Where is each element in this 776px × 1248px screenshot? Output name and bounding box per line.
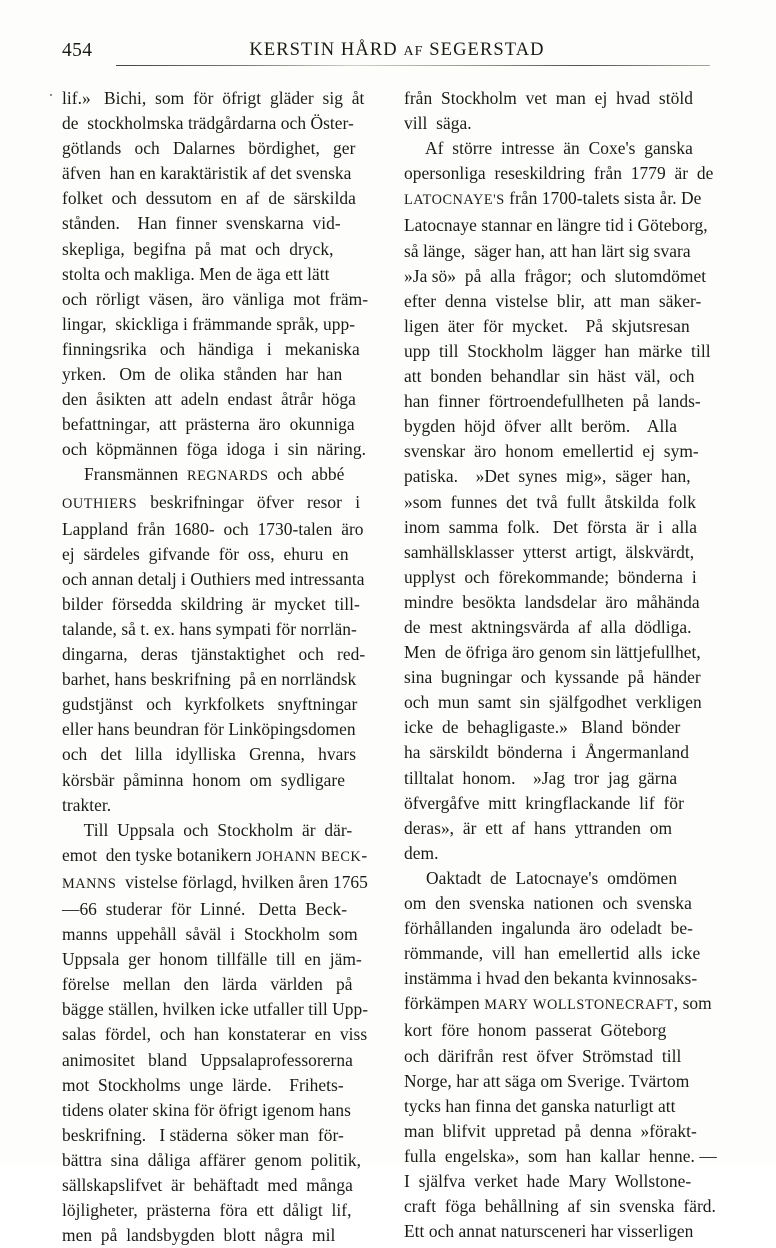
text-line: ha särskildt bönderna i Ångermanland	[404, 742, 690, 763]
text-line: MANNS vistelse förlagd, hvilken åren 1765	[62, 871, 368, 892]
text-line: stolta och makliga. Men de äga ett lätt	[62, 263, 330, 284]
text-line: fulla engelska», som han kallar henne. —	[404, 1145, 717, 1166]
text-line: upp till Stockholm lägger han märke till	[404, 340, 711, 361]
text-line: deras», är ett af hans yttranden om	[404, 817, 673, 838]
text-line: om den svenska nationen och svenska	[404, 893, 692, 913]
text-line: talande, så t. ex. hans sympati för norrlän-	[62, 618, 357, 639]
page-number: 454	[62, 40, 93, 61]
text-line: bilder försedda skildring är mycket till-	[62, 593, 360, 614]
text-line: folket och dessutom en af de särskilda	[62, 188, 356, 209]
text-line: så länge, säger han, att han lärt sig svara	[404, 240, 691, 261]
text-line: de mest aktningsvärda af alla dödliga.	[404, 616, 692, 637]
running-title	[62, 40, 714, 61]
text-line: finningsrika och händiga i mekaniska	[62, 338, 360, 359]
text-line: Till Uppsala och Stockholm är där-	[62, 819, 353, 840]
text-line: barhet, hans beskrifning på en norrländsk	[62, 669, 357, 690]
text-line: mot Stockholms unge lärde. Frihets-	[62, 1074, 344, 1095]
text-columns	[62, 86, 718, 1248]
text-line: äfven han en karaktäristik af det svenska	[62, 163, 352, 184]
text-line: götlands och Dalarnes bördighet, ger	[62, 138, 356, 159]
text-line: tilltalat honom. »Jag tror jag gärna	[404, 767, 678, 788]
running-title-main: KERSTIN HÅRD	[249, 40, 398, 60]
text-line: kort före honom passerat Göteborg	[404, 1020, 667, 1041]
text-line: öfvergåfve mitt kringflackande lif för	[404, 792, 684, 813]
text-line: och annan detalj i Outhiers med intressanta	[62, 568, 365, 589]
text-line: skepliga, begifna på mat och dryck,	[62, 238, 334, 259]
running-title-tail: SEGERSTAD	[429, 40, 545, 60]
text-line: Uppsala ger honom tillfälle till en jäm-	[62, 949, 362, 970]
text-line: salas fördel, och han konstaterar en viss	[62, 1024, 368, 1045]
text-line: Lappland från 1680- och 1730-talen äro	[62, 518, 364, 539]
text-line: eller hans beundran för Linköpingsdomen	[62, 719, 356, 740]
text-line: dem.	[404, 842, 439, 863]
text-line: svenskar äro honom emellertid ej sym-	[404, 441, 699, 462]
text-line: att bonden behandlar sin häst väl, och	[404, 366, 695, 387]
text-line: animositet bland Uppsalaprofessorerna	[62, 1049, 353, 1070]
text-line: men på landsbygden blott några mil	[62, 1225, 336, 1246]
text-line: gudstjänst och kyrkfolkets snyftningar	[62, 694, 358, 715]
text-line: patiska. »Det synes mig», säger han,	[404, 466, 691, 487]
text-line: OUTHIERS beskrifningar öfver resor i	[62, 491, 361, 512]
text-line: man blifvit uppretad på denna »förakt-	[404, 1120, 697, 1141]
text-line: Oaktadt de Latocnaye's omdömen	[404, 867, 678, 888]
column-left	[62, 86, 376, 1248]
text-line: tycks han finna det ganska naturligt att	[404, 1095, 676, 1116]
text-line: trakter.	[62, 794, 112, 815]
text-line: sina bugningar och kyssande på händer	[404, 667, 701, 688]
text-line: från Stockholm vet man ej hvad stöld	[404, 88, 693, 108]
column-right	[404, 86, 718, 1248]
text-line: befattningar, att prästerna äro okunniga	[62, 414, 355, 435]
text-line: och mun samt sin själfgodhet verkligen	[404, 692, 702, 713]
text-line: icke de behagligaste.» Bland bönder	[404, 717, 681, 738]
text-line: löjligheter, prästerna föra ett dåligt lif,	[62, 1200, 352, 1221]
text-line: LATOCNAYE'S från 1700-talets sista år. De	[404, 188, 702, 209]
text-line: »som funnes det två fullt åtskilda folk	[404, 491, 697, 512]
text-line: bättra sina dåliga affärer genom politik,	[62, 1149, 361, 1170]
running-title-af: AF	[403, 44, 424, 59]
text-line: bägge ställen, hvilken icke utfaller till Upp-	[62, 999, 369, 1020]
text-line: förkämpen MARY WOLLSTONECRAFT, som	[404, 993, 712, 1014]
text-line: lif.» Bichi, som för öfrigt gläder sig åt	[62, 88, 365, 108]
text-line: I själfva verket hade Mary Wollstone-	[404, 1171, 692, 1192]
text-line: och det lilla idylliska Grenna, hvars	[62, 744, 357, 765]
text-line: och därifrån rest öfver Strömstad till	[404, 1045, 682, 1066]
text-line: vill säga.	[404, 113, 472, 134]
text-line: förelse mellan den lärda världen på	[62, 974, 353, 995]
text-line: mindre besökta landsdelar äro måhända	[404, 591, 700, 612]
text-line: römmande, vill han emellertid alls icke	[404, 943, 701, 964]
text-line: efter denna vistelse blir, att man säker-	[404, 290, 702, 311]
text-line: emot den tyske botanikern JOHANN BECK-	[62, 844, 368, 865]
header-rule	[116, 65, 710, 66]
text-line: stånden. Han finner svenskarna vid-	[62, 213, 341, 234]
text-line: manns uppehåll såväl i Stockholm som	[62, 924, 358, 945]
text-line: körsbär påminna honom om sydligare	[62, 769, 345, 790]
text-line: Latocnaye stannar en längre tid i Göteborg,	[404, 215, 708, 236]
text-line: Fransmännen REGNARDS och abbé	[62, 464, 345, 485]
text-line: Af större intresse än Coxe's ganska	[404, 138, 693, 159]
text-line: instämma i hvad den bekanta kvinnosaks-	[404, 968, 698, 989]
text-line: opersonliga reseskildring från 1779 är de	[404, 163, 714, 184]
text-line: samhällsklasser ytterst artigt, älskvärdt,	[404, 541, 695, 562]
text-line: beskrifning. I städerna söker man för-	[62, 1124, 344, 1145]
running-head	[62, 30, 714, 64]
text-line: han finner förtroendefullheten på lands-	[404, 391, 701, 412]
text-line: Men de öfriga äro genom sin lättjefullhet,	[404, 642, 701, 663]
text-line: lingar, skickliga i främmande språk, upp-	[62, 313, 356, 334]
text-line: ligen äter för mycket. På skjutsresan	[404, 315, 690, 336]
text-line: och rörligt väsen, äro vänliga mot främ-	[62, 288, 369, 309]
text-line: —66 studerar för Linné. Detta Beck-	[62, 899, 348, 919]
text-line: yrken. Om de olika stånden har han	[62, 364, 343, 385]
text-line: och köpmännen föga idoga i sin näring.	[62, 439, 367, 460]
marginal-speck	[50, 94, 52, 96]
text-line: upplyst och förekommande; bönderna i	[404, 566, 697, 587]
text-line: dingarna, deras tjänstaktighet och red-	[62, 644, 366, 665]
text-line: sällskapslifvet är behäftadt med många	[62, 1175, 353, 1196]
text-line: tidens olater skina för öfrigt igenom hans	[62, 1099, 351, 1120]
page-header-area	[62, 30, 714, 64]
text-line: bygden höjd öfver allt beröm. Alla	[404, 416, 677, 437]
text-line: ej särdeles gifvande för oss, ehuru en	[62, 543, 349, 564]
text-line: craft föga behållning af sin svenska färd.	[404, 1196, 716, 1217]
text-line: »Ja sö» på alla frågor; och slutomdömet	[404, 265, 707, 286]
text-line: förhållanden ingalunda äro odeladt be-	[404, 918, 693, 939]
text-line: inom samma folk. Det första är i alla	[404, 516, 697, 537]
text-line: den åsikten att adeln endast åtrår höga	[62, 389, 356, 410]
text-line: Norge, har att säga om Sverige. Tvärtom	[404, 1070, 690, 1091]
text-line: Ett och annat natursceneri har visserligen	[404, 1221, 694, 1242]
text-line: de stockholmska trädgårdarna och Öster-	[62, 113, 354, 134]
